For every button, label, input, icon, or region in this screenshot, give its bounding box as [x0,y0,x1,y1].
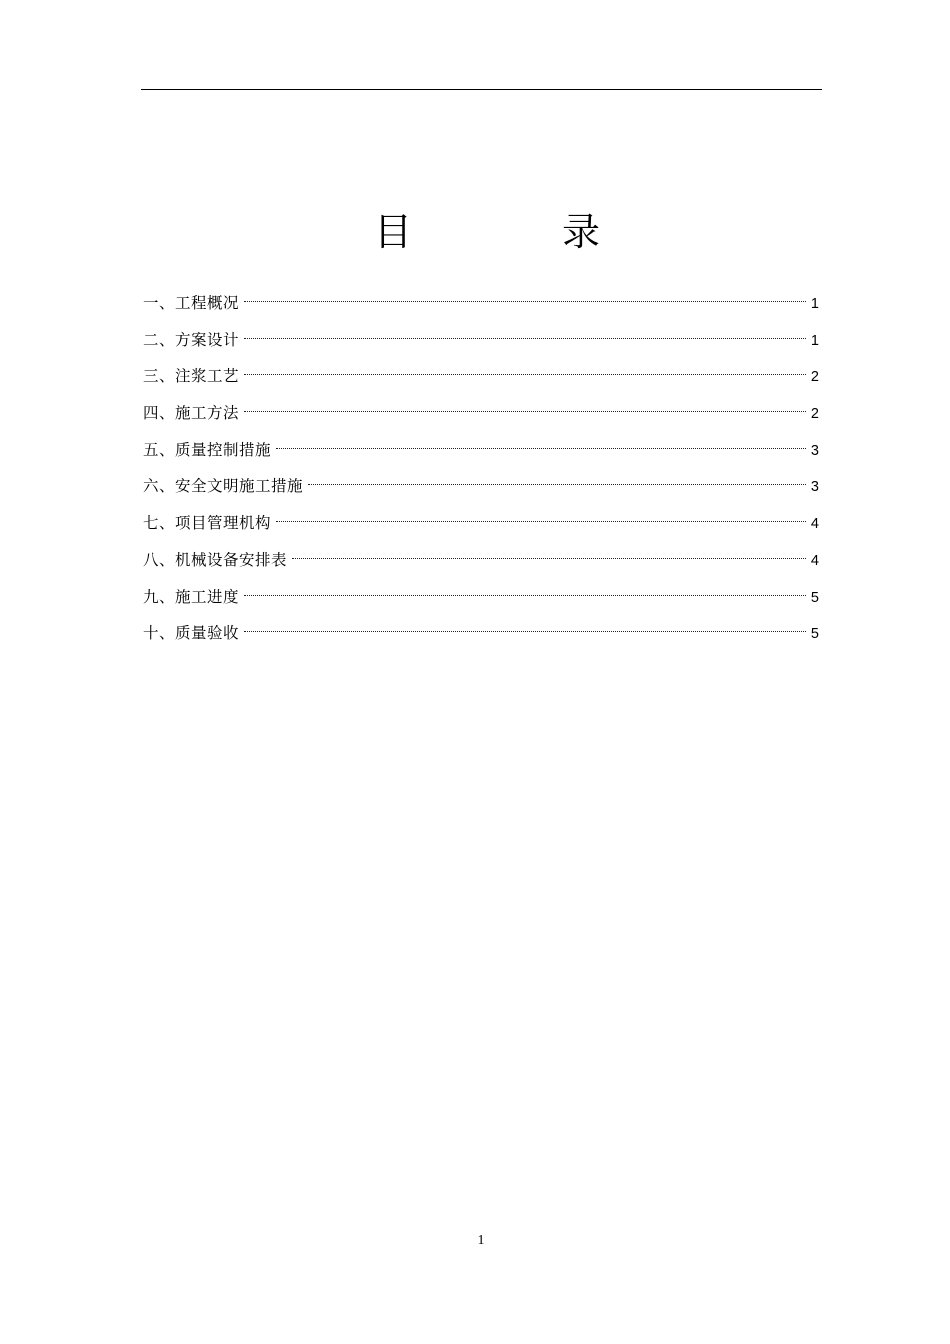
toc-entry-label: 四、施工方法 [143,404,240,423]
toc-title: 目 录 [373,210,656,254]
toc-entry-label: 一、工程概况 [143,294,240,312]
dot-leader [244,301,806,302]
page-number: 1 [477,1233,485,1248]
toc-entry-page: 2 [810,369,819,386]
toc-entry[interactable] [143,471,819,508]
toc-entry[interactable] [143,618,819,655]
toc-entry-label: 十、质量验收 [143,624,240,643]
toc-entry-page: 3 [810,479,819,496]
toc-entry[interactable] [143,508,819,545]
dot-leader [244,374,806,375]
toc-entry-label: 六、安全文明施工措施 [143,477,304,496]
toc-entry[interactable] [143,398,819,435]
dot-leader [244,595,806,596]
toc-entry-page: 3 [810,442,819,459]
toc-entry-page: 2 [810,406,819,423]
dot-leader [244,631,806,632]
toc-entry-label: 七、项目管理机构 [143,514,272,533]
dot-leader [276,448,806,449]
toc-entry[interactable] [143,361,819,398]
toc-entry[interactable] [143,288,819,325]
dot-leader [308,484,806,485]
toc-entry-page: 5 [810,626,819,643]
toc-entry-page: 4 [810,516,819,533]
dot-leader [276,521,806,522]
toc-entry-label: 八、机械设备安排表 [143,550,288,569]
toc-entry-page: 5 [810,589,819,606]
toc-entry-label: 三、注浆工艺 [143,367,240,386]
toc-entry-page: 4 [810,552,819,569]
toc-entry-page: 1 [810,296,819,312]
toc-entry[interactable] [143,545,819,582]
toc-entry-label: 二、方案设计 [143,330,240,349]
dot-leader [292,558,806,559]
header-rule [141,89,822,90]
toc-entry-label: 五、质量控制措施 [143,440,272,459]
toc-entry[interactable] [143,435,819,472]
toc-entry[interactable] [143,325,819,362]
toc-entry-page: 1 [810,332,819,349]
toc-entry[interactable] [143,582,819,619]
toc-entry-label: 九、施工进度 [143,587,240,606]
dot-leader [244,411,806,412]
dot-leader [244,338,806,339]
toc-list [143,288,819,655]
